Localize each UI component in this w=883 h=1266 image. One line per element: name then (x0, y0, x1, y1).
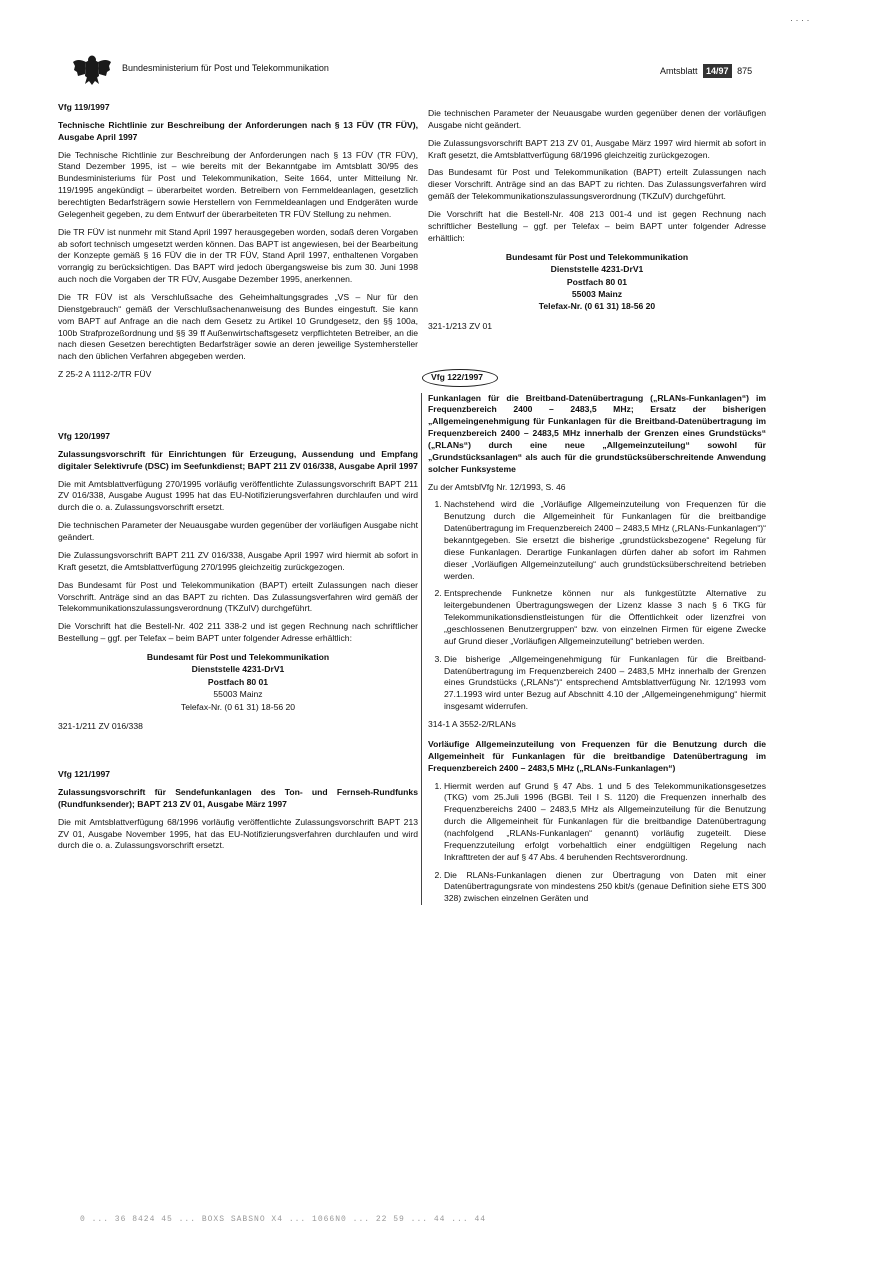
address-line: Postfach 80 01 (566, 276, 628, 287)
paragraph: Das Bundesamt für Post und Telekommunikation (BAPT) erteilt Zulassungen nach dieser Vorschrift. Anträge sind an das BAPT zu richten. Das Zulassungsverfahren wird gemäß der Telekommunikationszulassungsverordnung (TKZulV) durchgeführt. (428, 167, 766, 202)
vfg-119-title: Technische Richtlinie zur Beschreibung der Anforderungen nach § 13 FÜV (TR FÜV), Ausgabe April 1997 (58, 119, 418, 142)
file-reference: 321-1/213 ZV 01 (428, 320, 493, 331)
right-column (428, 108, 766, 911)
page-number: 875 (737, 66, 753, 76)
paragraph: Die technischen Parameter der Neuausgabe wurden gegenüber denen der vorläufigen Ausgabe nicht geändert. (428, 108, 766, 130)
file-reference: 321-1/211 ZV 016/338 (58, 721, 143, 732)
paragraph: Die technischen Parameter der Neuausgabe wurden gegenüber der vorläufigen Ausgabe nicht geändert. (58, 520, 418, 543)
vfg-122-id (428, 369, 766, 387)
paragraph: Die TR FÜV ist nunmehr mit Stand April 1997 herausgegeben worden, sodaß deren Vorgaben ab sofort technisch umgesetzt werden können. Das BAPT ist angewiesen, bei der Bearbeitung der Konzepte gemäß § 16 FÜV die in der TR FÜV, Stand April 1997, enthaltenen Vorgaben vorrangig zu berücksichtigen. Das BAPT wird jedoch übergangsweise bis zum 30. Juni 1998 auch noch die Vorgaben der TR FÜV, Ausgabe Dezember 1995, anerkennen. (58, 226, 418, 285)
address-line: Postfach 80 01 (207, 676, 269, 687)
paragraph: Die Technische Richtlinie zur Beschreibung der Anforderungen nach § 13 FÜV (TR FÜV), Stand Dezember 1995, ist – wie bereits mit der Bekanntgabe im Amtsblatt 30/95 des Bundesministeriums für Post und Telekommunikation, Seite 1664, unter Mitteilung Nr. 119/1995 angekündigt – überarbeitet worden. Betreibern von Fernmeldeanlagen, gesetzlich berechtigten Bedarfsträgern sowie Herstellern von Fernmeldeanlagen und Endgeräten wurde Gelegenheit gegeben, zu dem Entwurf der überarbeiteten TR FÜV Stellung zu nehmen. (58, 149, 418, 219)
order-address (428, 251, 766, 313)
address-line: Bundesamt für Post und Telekommunikation (505, 251, 689, 262)
scan-noise-line: 0 ... 36 8424 45 ... BOXS SABSNO X4 ... 1066N0 ... 22 59 ... 44 ... 44 (80, 1215, 487, 1224)
address-line: 55003 Mainz (571, 288, 623, 299)
sub-reference: Zu der AmtsblVfg Nr. 12/1993, S. 46 (428, 481, 566, 492)
paragraph: Die Zulassungsvorschrift BAPT 211 ZV 016/338, Ausgabe April 1997 wird hiermit ab sofort in Kraft gesetzt, die Amtsblattverfügung 270/1995 gleichzeitig zurückgezogen. (58, 549, 418, 572)
list-item: 2. Entsprechende Funknetze können nur als funkgestützte Alternative zu leitergebundenen Übertragungswegen der Lizenz klasse 3 nach § 6 TKG für Telekommunikationsdienstleistungen für die Öffentlichkeit oder lizenzfrei von „geschlossenen Benutzergruppen“ bzw. von einzelnen Firmen für eigene Zwecke auf Grund dieser „Vorläufigen Allgemeinzuteilung“ betrieben werden. (444, 588, 766, 647)
address-line: Dienststelle 4231-DrV1 (191, 664, 285, 675)
list-item: 3. Die bisherige „Allgemeingenehmigung für Funkanlagen für die Breitband-Datenübertragung im Frequenzbereich 2400 – 2483,5 MHz innerhalb der Grenzen eines Grundstücks („RLANs“)“ entsprechend Amtsblattverfügung Nr. 12/1993 vom 27.1.1993 wird unter Bezug auf Abschnitt 4.10 der „Allgemeingenehmigung“ hiermit insgesamt widerrufen. (444, 654, 766, 713)
paragraph: Die TR FÜV ist als Verschlußsache des Geheimhaltungsgrades „VS – Nur für den Dienstgebrauch“ gemäß der Verschlußsachenanweisung des Bundes eingestuft. Sie kann vom BAPT auf Anfrage an die nach dem Gesetz zu Artikel 10 Grundgesetz, den §§ 100a, 100b Strafprozeßordnung und §§ 39 ff Außenwirtschaftsgesetz verpflichteten Betreiber, an die nach diesen Gesetzen berechtigten Bedarfsträger sowie an deren jeweilige Systemhersteller nach den üblichen Verfahren abgegeben werden. (58, 292, 418, 362)
vfg-120-id: Vfg 120/1997 (58, 431, 111, 442)
left-column (58, 100, 418, 858)
paragraph: Das Bundesamt für Post und Telekommunikation (BAPT) erteilt Zulassungen nach dieser Vorschrift. Anträge sind an das BAPT zu richten. Das Zulassungsverfahren wird gemäß der Telekommunikationszulassungsverordnung (TKZulV) durchgeführt. (58, 579, 418, 614)
paragraph: Die mit Amtsblattverfügung 270/1995 vorläufig veröffentlichte Zulassungsvorschrift BAPT 211 ZV 016/338, Ausgabe August 1995 hat das EU-Notifizierungsverfahren durchlaufen und wird durch die o. a. Zulassungsvorschrift ersetzt. (58, 478, 418, 513)
circled-mark: Vfg 122/1997 (422, 369, 498, 387)
paragraph: Die mit Amtsblattverfügung 68/1996 vorläufig veröffentlichte Zulassungsvorschrift BAPT 213 ZV 01, Ausgabe November 1995, hat das EU-Notifizierungsverfahren durchlaufen und wird durch die o. a. Zulassungsvorschrift ersetzt. (58, 816, 418, 851)
vfg-120-title: Zulassungsvorschrift für Einrichtungen für Erzeugung, Aussendung und Empfang digitaler Selektivrufe (DSC) im Seefunkdienst; BAPT 211 ZV 016/338, Ausgabe April 1997 (58, 448, 418, 471)
federal-eagle-icon (72, 50, 112, 86)
paragraph: Die Vorschrift hat die Bestell-Nr. 402 211 338-2 und ist gegen Rechnung nach schriftlicher Bestellung – ggf. per Telefax – beim BAPT unter folgender Adresse erhältlich: (58, 621, 418, 644)
list-item: 2. Die RLANs-Funkanlagen dienen zur Übertragung von Daten mit einer Datenübertragungsrate von mindestens 250 kbit/s (genaue Definition siehe ETS 300 328) zwischen einzelnen Geräten und (444, 870, 766, 906)
address-line: Dienststelle 4231-DrV1 (550, 264, 644, 275)
paragraph: Die Zulassungsvorschrift BAPT 213 ZV 01, Ausgabe März 1997 wird hiermit ab sofort in Kraft gesetzt, die Amtsblattverfügung 68/1996 gleichzeitig zurückgezogen. (428, 137, 766, 160)
vfg-121-id: Vfg 121/1997 (58, 769, 111, 780)
vfg-122-title: Funkanlagen für die Breitband-Datenübertragung („RLANs-Funkanlagen“) im Frequenzbereich 2400 – 2483,5 MHz; Ersatz der bisherigen „Allgemeingenehmigung für Funkanlagen für die Breitband-Datenübertragung im Frequenzbereich 2400 – 2483,5 MHz innerhalb der Grenzen eines Grundstücks“ („RLANs“) durch eine neue „Allgemeinzuteilung“ sowohl für „Grundstücksanlagen“ als auch für die grundstücksüberschreitende Anwendung solcher Funksysteme (428, 392, 766, 474)
ministry-name: Bundesministerium für Post und Telekommunikation (122, 63, 329, 73)
file-reference: 314-1 A 3552-2/RLANs (428, 719, 516, 730)
scan-mark: · · · · (790, 15, 810, 25)
list-item: 1. Nachstehend wird die „Vorläufige Allgemeinzuteilung von Frequenzen für die Benutzung durch die Allgemeinheit für Funkanlagen für die breitbandige Datenübertragung im Frequenzbereich 2400 – 2483,5 MHz („RLANs-Funkanlagen“)“ bekanntgegeben. Sie ersetzt die bisherige „grundstücksbezogene“ Regelung für diese Funkanlagen. Derartige Funkanlagen dürfen daher ab sofort im Rahmen dieser „Vorläufigen Allgemeinzuteilung“ auch grundstücksüberschreitend betrieben werden. (444, 499, 766, 582)
numbered-list (428, 781, 766, 906)
vfg-121-title: Zulassungsvorschrift für Sendefunkanlagen des Ton- und Fernseh-Rundfunks (Rundfunksender); BAPT 213 ZV 01, Ausgabe März 1997 (58, 786, 418, 809)
issue-number: 14/97 (703, 64, 732, 78)
paragraph: Die Vorschrift hat die Bestell-Nr. 408 213 001-4 und ist gegen Rechnung nach schriftlicher Bestellung – ggf. per Telefax – beim BAPT unter folgender Adresse erhältlich: (428, 209, 766, 243)
gazette-header (660, 64, 752, 78)
annex-title: Vorläufige Allgemeinzuteilung von Frequenzen für die Benutzung durch die Allgemeinheit für Funkanlagen für die breitbandige Datenübertragung im Frequenzbereich 2400 – 2483,5 MHz („RLANs-Funkanlagen“) (428, 738, 766, 773)
marked-section (421, 393, 766, 906)
list-item: 1. Hiermit werden auf Grund § 47 Abs. 1 und 5 des Telekommunikationsgesetzes (TKG) vom 25.Juli 1996 (BGBl. Teil I S. 1120) die Frequenzen innerhalb des Frequenzbereichs 2400 – 2483,5 MHz als Allgemeinzuteilung für die Benutzung durch die Allgemeinheit für Funkanlagen für die breitbandige Datenübertragung (nachfolgend „RLANs-Funkanlagen“ genannt) vorläufig zugeteilt. Diese Frequenzzuteilung erfolgt vorbehaltlich einer endgültigen Regelung nach Inkrafttreten der auf § 47 Abs. 4 beruhenden Rechtsverordnung. (444, 781, 766, 864)
numbered-list (428, 499, 766, 713)
address-line: 55003 Mainz (213, 689, 263, 700)
gazette-title: Amtsblatt (660, 66, 698, 76)
file-reference: Z 25-2 A 1112-2/TR FÜV (58, 369, 152, 380)
address-line: Telefax-Nr. (0 61 31) 18-56 20 (180, 701, 296, 712)
address-line: Telefax-Nr. (0 61 31) 18-56 20 (538, 301, 656, 312)
address-line: Bundesamt für Post und Telekommunikation (146, 651, 330, 662)
order-address (58, 651, 418, 713)
vfg-119-id: Vfg 119/1997 (58, 102, 110, 112)
